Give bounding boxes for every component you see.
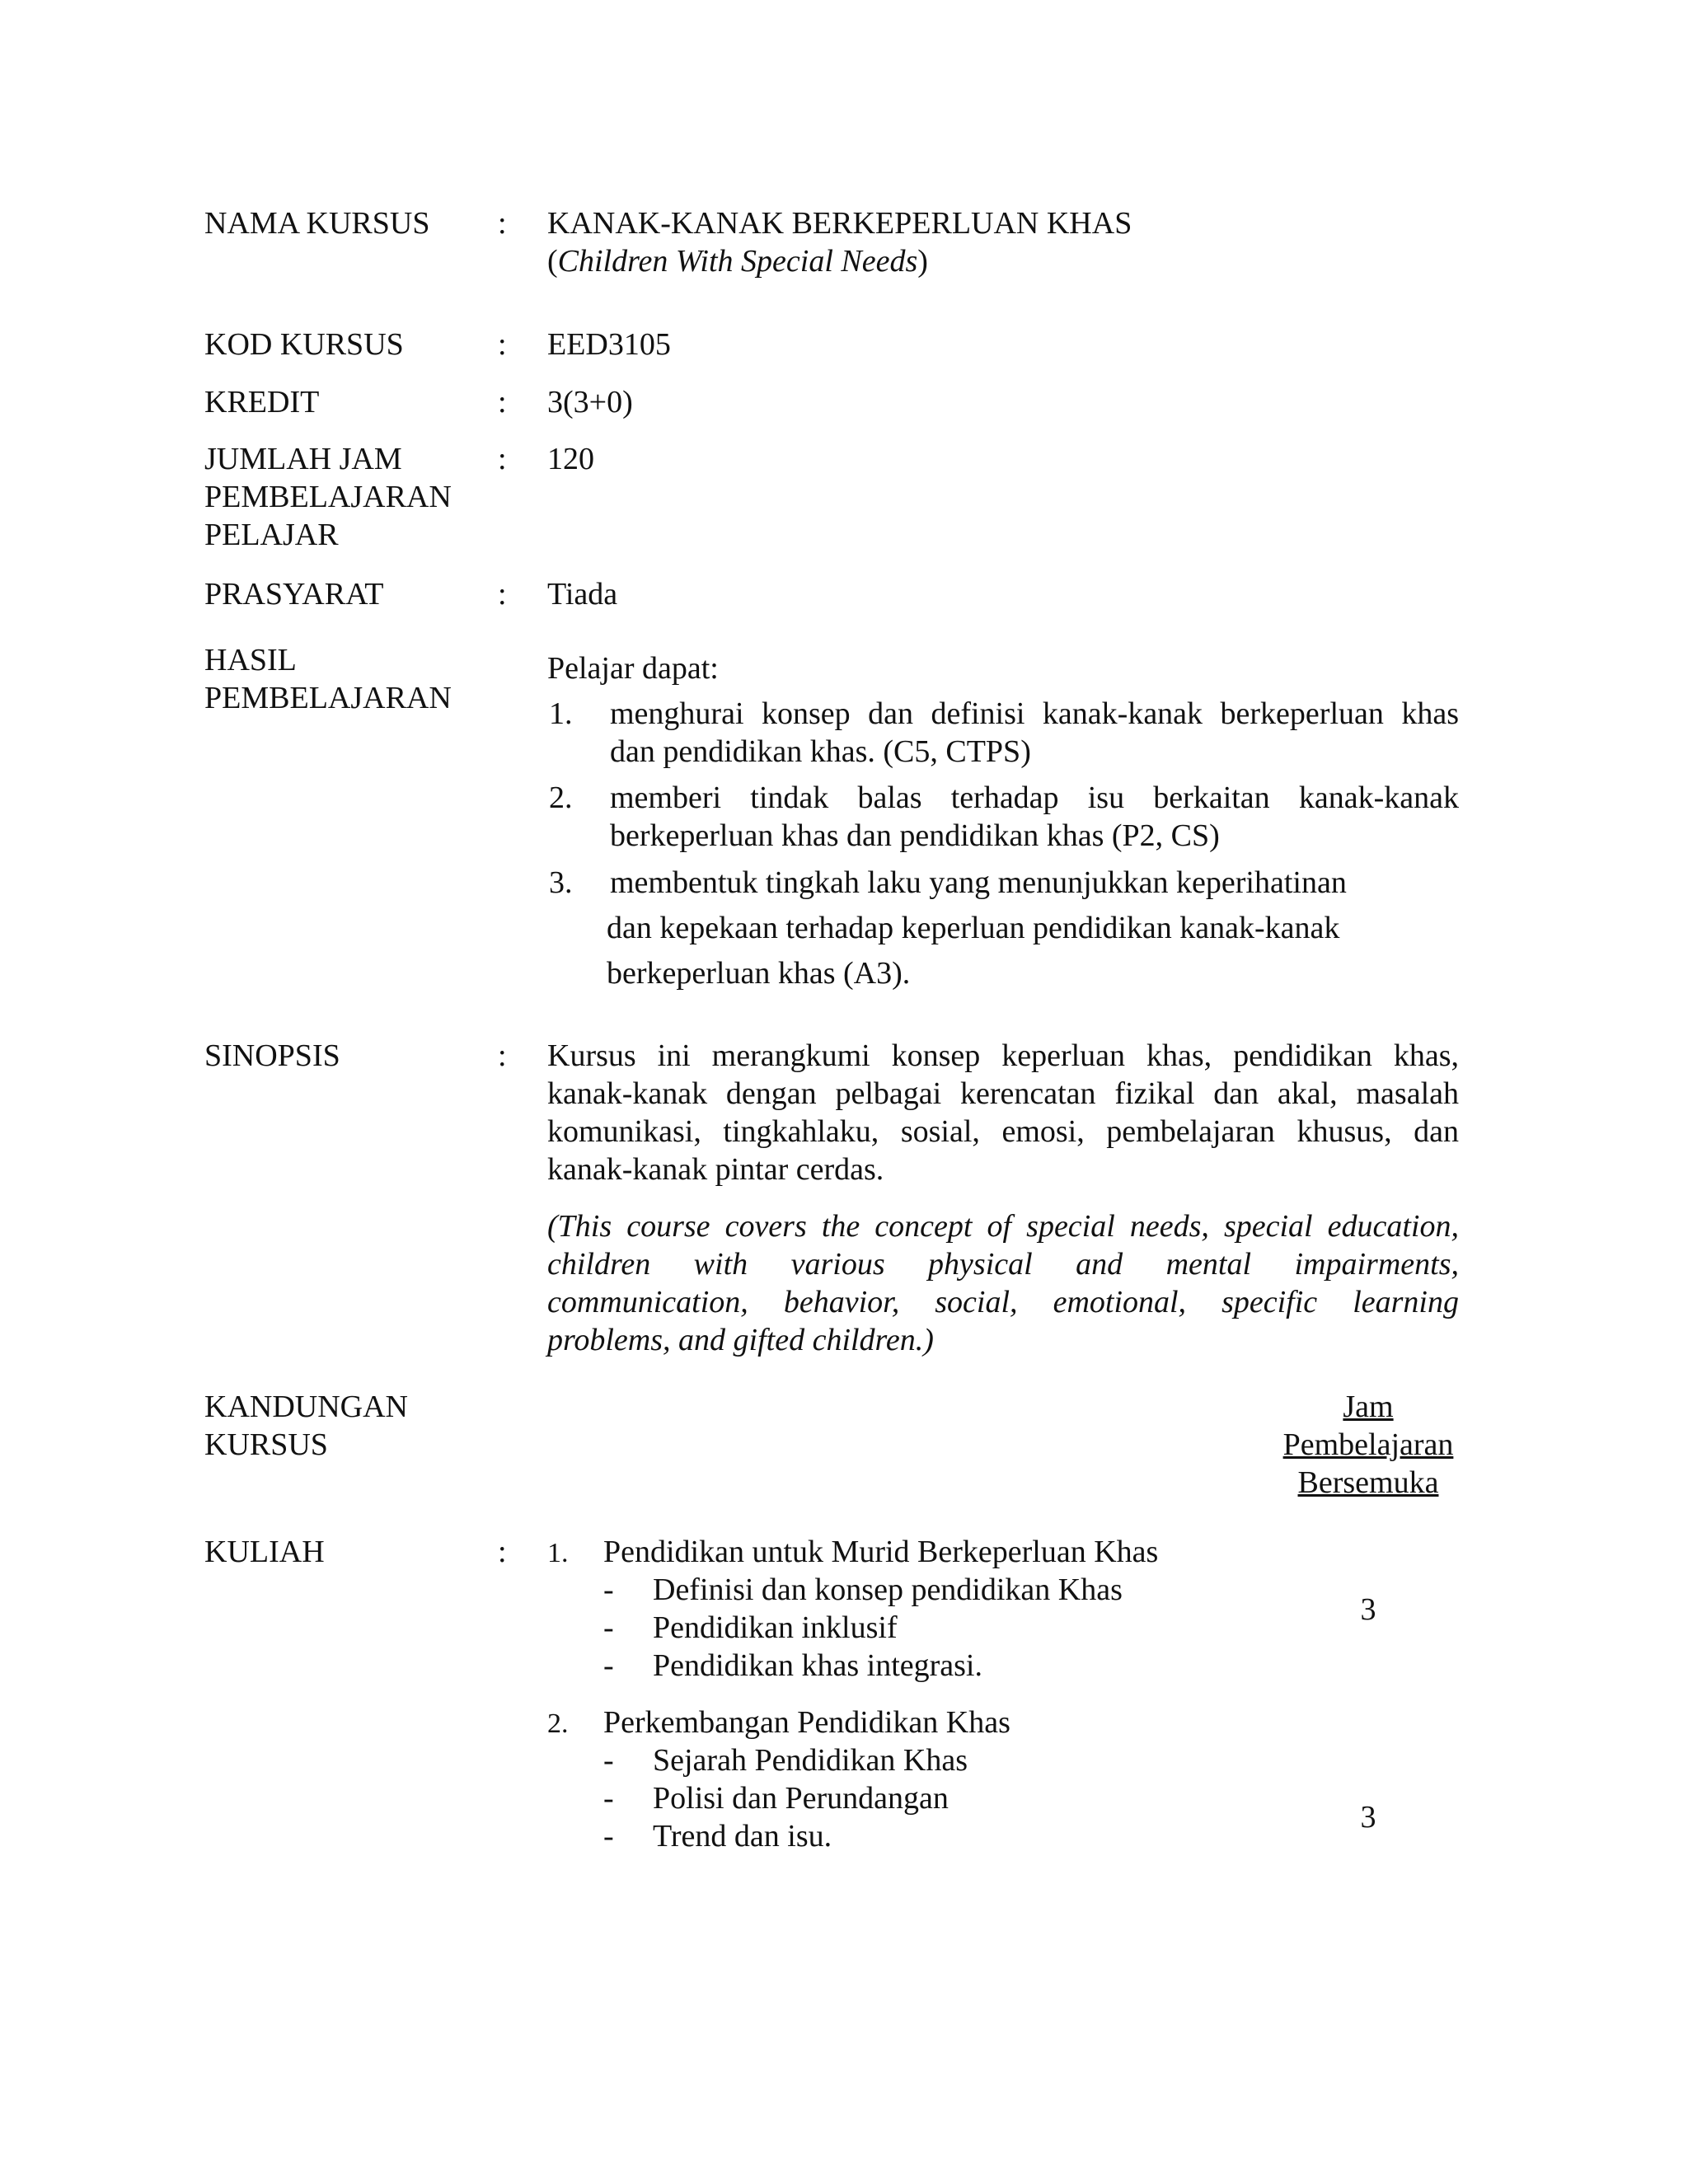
topic-2-sub-3: Trend dan isu. — [653, 1819, 832, 1854]
topic-2-hours: 3 — [1360, 1800, 1376, 1835]
hours-header-line-3: Bersemuka — [1297, 1465, 1439, 1500]
prasyarat-value: Tiada — [547, 577, 618, 612]
topic-2-dash-3: - — [603, 1819, 614, 1854]
topic-1-dash-1: - — [603, 1572, 614, 1607]
jumlah-jam-colon: : — [498, 442, 507, 476]
hasil-pembelajaran-intro: Pelajar dapat: — [547, 651, 719, 686]
topic-1-sub-3: Pendidikan khas integrasi. — [653, 1648, 982, 1683]
sinopsis-malay-line-4: kanak-kanak pintar cerdas. — [547, 1152, 884, 1187]
kod-kursus-colon: : — [498, 327, 507, 362]
sinopsis-malay-line-2: kanak-kanak dengan pelbagai kerencatan fizikal dan akal, masalah — [547, 1076, 1459, 1111]
kuliah-label: KULIAH — [204, 1535, 325, 1569]
outcome-3-line-2: dan kepekaan terhadap keperluan pendidikan kanak-kanak — [607, 911, 1340, 945]
kredit-colon: : — [498, 385, 507, 419]
outcome-2-line-1: memberi tindak balas terhadap isu berkaitan kanak-kanak — [610, 780, 1459, 815]
topic-2-sub-2: Polisi dan Perundangan — [653, 1781, 949, 1816]
topic-1-hours: 3 — [1360, 1592, 1376, 1627]
sinopsis-english-line-2: children with various physical and mental impairments, — [547, 1247, 1459, 1282]
sinopsis-english-line-3: communication, behavior, social, emotional, specific learning — [547, 1285, 1459, 1319]
nama-kursus-colon: : — [498, 206, 507, 241]
kandungan-kursus-label-line-2: KURSUS — [204, 1427, 328, 1462]
topic-2-dash-2: - — [603, 1781, 614, 1816]
nama-kursus-english: Children With Special Needs — [557, 244, 918, 279]
topic-1-dash-2: - — [603, 1610, 614, 1645]
topic-1-dash-3: - — [603, 1648, 614, 1683]
kredit-value: 3(3+0) — [547, 385, 633, 419]
hours-header-line-1: Jam — [1343, 1390, 1394, 1424]
nama-kursus-value: KANAK-KANAK BERKEPERLUAN KHAS — [547, 206, 1132, 241]
topic-2-number: 2. — [547, 1708, 569, 1739]
topic-2-sub-1: Sejarah Pendidikan Khas — [653, 1743, 968, 1778]
nama-kursus-translation — [547, 242, 928, 280]
jumlah-jam-label-line-1: JUMLAH JAM — [204, 442, 402, 476]
jumlah-jam-value: 120 — [547, 442, 594, 476]
jumlah-jam-label-line-3: PELAJAR — [204, 518, 339, 552]
topic-2-title: Perkembangan Pendidikan Khas — [603, 1705, 1010, 1740]
outcome-3-line-3: berkeperluan khas (A3). — [607, 956, 911, 991]
prasyarat-label: PRASYARAT — [204, 577, 384, 612]
sinopsis-colon: : — [498, 1038, 507, 1073]
nama-kursus-label: NAMA KURSUS — [204, 206, 430, 241]
outcome-2-number: 2. — [549, 780, 573, 815]
sinopsis-malay-line-3: komunikasi, tingkahlaku, sosial, emosi, pembelajaran khusus, dan — [547, 1114, 1459, 1149]
topic-1-sub-1: Definisi dan konsep pendidikan Khas — [653, 1572, 1123, 1607]
topic-1-number: 1. — [547, 1538, 569, 1568]
outcome-1-line-2: dan pendidikan khas. (C5, CTPS) — [610, 734, 1031, 769]
outcome-3-number: 3. — [549, 865, 573, 900]
outcome-1-number: 1. — [549, 696, 573, 731]
topic-1-title: Pendidikan untuk Murid Berkeperluan Khas — [603, 1535, 1159, 1569]
hasil-pembelajaran-label-line-2: PEMBELAJARAN — [204, 681, 452, 715]
jumlah-jam-label-line-2: PEMBELAJARAN — [204, 480, 452, 514]
kod-kursus-value: EED3105 — [547, 327, 671, 362]
kredit-label: KREDIT — [204, 385, 320, 419]
topic-2-dash-1: - — [603, 1743, 614, 1778]
outcome-1-line-1: menghurai konsep dan definisi kanak-kanak berkeperluan khas — [610, 696, 1459, 731]
outcome-3-line-1: membentuk tingkah laku yang menunjukkan keperihatinan — [610, 865, 1347, 900]
sinopsis-label: SINOPSIS — [204, 1038, 340, 1073]
translation-open-paren: ( — [547, 244, 558, 279]
hasil-pembelajaran-label-line-1: HASIL — [204, 643, 297, 677]
translation-close-paren: ) — [917, 244, 928, 279]
kandungan-kursus-label-line-1: KANDUNGAN — [204, 1390, 408, 1424]
sinopsis-malay-line-1: Kursus ini merangkumi konsep keperluan khas, pendidikan khas, — [547, 1038, 1459, 1073]
sinopsis-english-line-1: (This course covers the concept of special needs, special education, — [547, 1209, 1459, 1244]
kuliah-colon: : — [498, 1535, 507, 1569]
hours-header-line-2: Pembelajaran — [1282, 1427, 1454, 1462]
outcome-2-line-2: berkeperluan khas dan pendidikan khas (P2, CS) — [610, 818, 1220, 853]
kod-kursus-label: KOD KURSUS — [204, 327, 404, 362]
prasyarat-colon: : — [498, 577, 507, 612]
sinopsis-english-line-4: problems, and gifted children.) — [547, 1323, 934, 1357]
topic-1-sub-2: Pendidikan inklusif — [653, 1610, 898, 1645]
